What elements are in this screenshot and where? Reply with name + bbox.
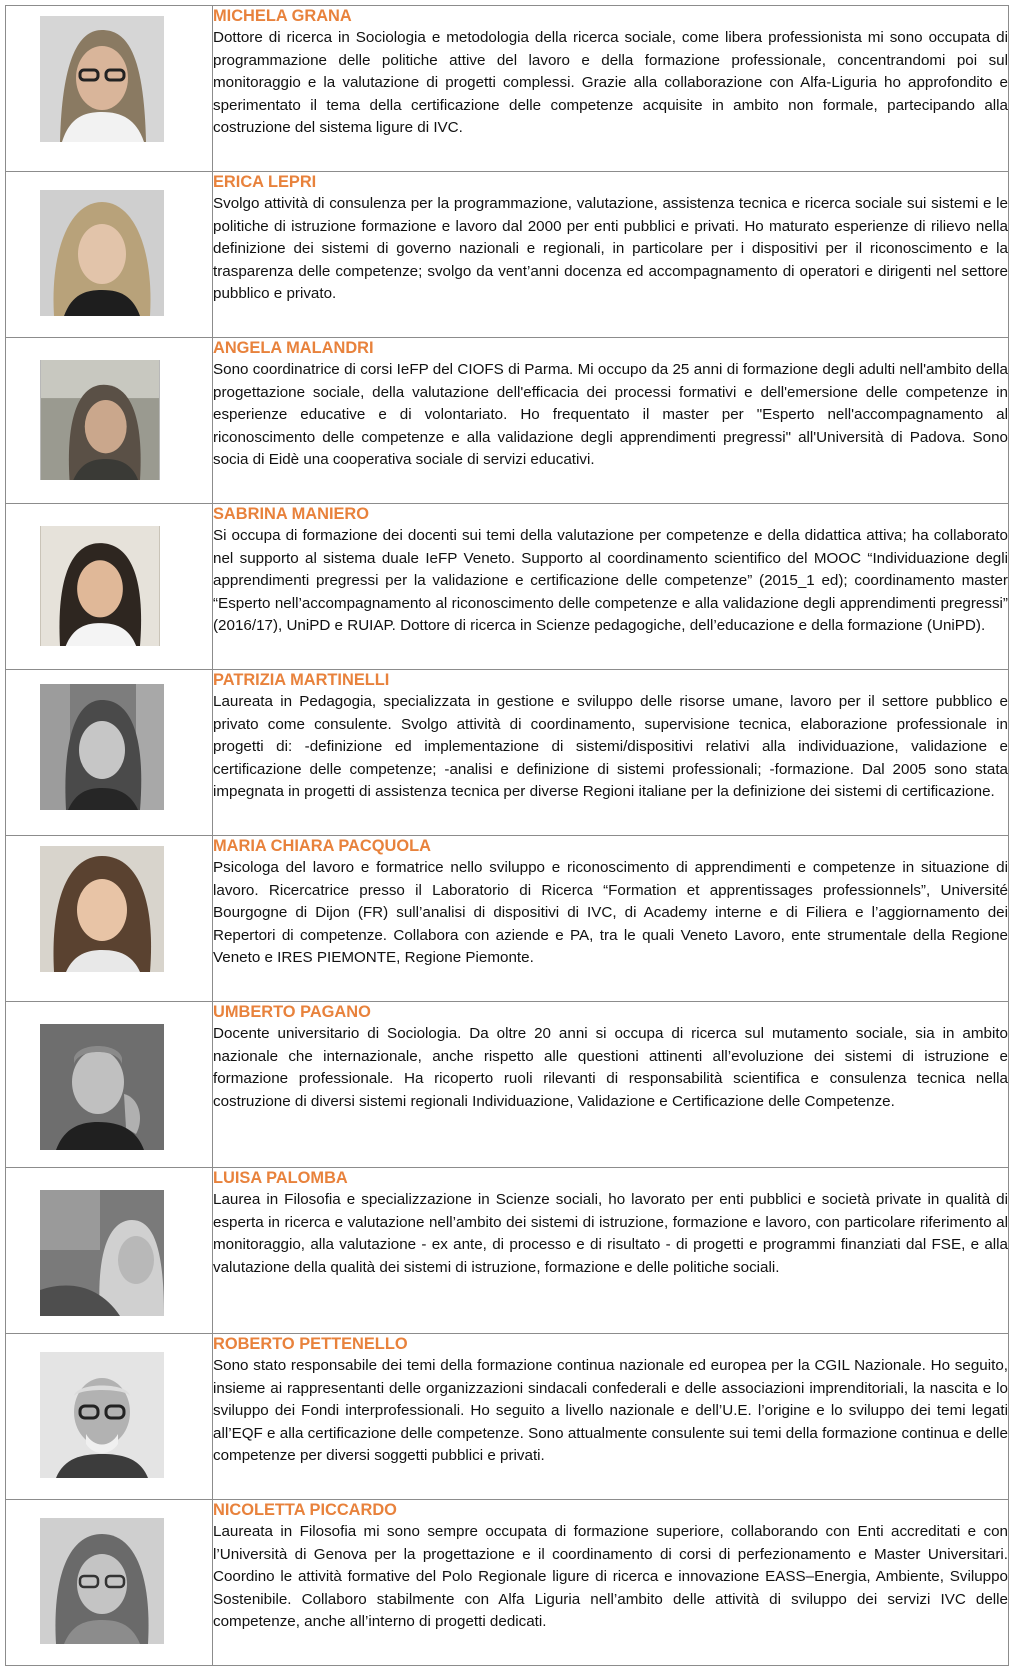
- person-bio: Laurea in Filosofia e specializzazione in Scienze sociali, ho lavorato per enti pubblici e società private in qualità di esperta in ricerca e valutazione nell’ambito dei sistemi di istruzione, formazione e lavoro, con particolare riferimento al monitoraggio, alla valutazione - ex ante, di processo e di risultato - di progetti e programmi finanziati dal FSE, e alla valutazione della qualità dei sistemi di istruzione, formazione e delle politiche sociali.: [213, 1191, 1008, 1276]
- bio-row: [6, 670, 1009, 836]
- portrait-photo: [40, 1190, 164, 1316]
- bio-row: [6, 836, 1009, 1002]
- person-name: ANGELA MALANDRI: [213, 339, 374, 357]
- bio-row: [6, 1002, 1009, 1168]
- portrait-photo: [40, 16, 164, 142]
- person-name: MICHELA GRANA: [213, 7, 352, 25]
- person-name: UMBERTO PAGANO: [213, 1003, 371, 1021]
- person-name: ERICA LEPRI: [213, 173, 317, 191]
- portrait-photo: [40, 1024, 164, 1150]
- person-name: ROBERTO PETTENELLO: [213, 1335, 408, 1353]
- person-bio: Laureata in Pedagogia, specializzata in gestione e sviluppo delle risorse umane, lavoro per il settore pubblico e privato come consulente. Svolgo attività di coordinamento, supervisione tecnica, elaborazione professionale in progetti di: -definizione ed implementazione di sistemi/dispositivi relativi alla individuazione, validazione e certificazione delle competenze; -analisi e definizione di sistemi professionali; -formazione. Dal 2005 sono stata impegnata in progetti di assistenza tecnica per diverse Regioni italiane per la definizione dei sistemi di certificazione.: [213, 693, 1008, 801]
- portrait-photo: [40, 360, 160, 480]
- portrait-photo: [40, 684, 164, 810]
- bio-row: [6, 338, 1009, 504]
- person-name: LUISA PALOMBA: [213, 1169, 348, 1187]
- person-bio: Laureata in Filosofia mi sono sempre occupata di formazione superiore, collaborando con Enti accreditati e con l’Università di Genova per la progettazione e il coordinamento di corsi di perfezionamento e Master Universitari. Coordino le attività formative del Polo Regionale ligure di ricerca e innovazione EASS–Energia, Ambiente, Sviluppo Sostenibile. Collaboro stabilmente con Alfa Liguria nell’ambito delle attività di sviluppo dei servizi IVC delle competenze, anche all’interno di progetti dedicati.: [213, 1523, 1008, 1631]
- bio-row: [6, 1334, 1009, 1500]
- portrait-photo: [40, 190, 164, 316]
- person-bio: Si occupa di formazione dei docenti sui temi della valutazione per competenze e della didattica attiva; ha collaborato nel supporto al sistema duale IeFP Veneto. Supporto al coordinamento scientifico del MOOC “Individuazione degli apprendimenti pregressi per la validazione e certificazione delle competenze” (2015_1 ed); coordinamento master “Esperto nell’accompagnamento al riconoscimento delle competenze e alla validazione degli apprendimenti pregressi” (2016/17), UniPD e RUIAP. Dottore di ricerca in Scienze pedagogiche, dell’educazione e della formazione (UniPD).: [213, 527, 1008, 635]
- portrait-photo: [40, 526, 160, 646]
- person-bio: Svolgo attività di consulenza per la programmazione, valutazione, assistenza tecnica e ricerca sociale sui sistemi e le politiche di istruzione formazione e lavoro dal 2000 per enti pubblici e privati. Ho maturato esperienze di rilievo nella definizione dei sistemi di governo nazionali e regionali, in particolare per i dispositivi per il riconoscimento e la trasparenza delle competenze; svolgo da vent’anni docenza ed accompagnamento di operatori e dirigenti nel settore pubblico e privato.: [213, 195, 1008, 303]
- person-bio: Psicologa del lavoro e formatrice nello sviluppo e riconoscimento di apprendimenti e competenze in situazione di lavoro. Ricercatrice presso il Laboratorio di Ricerca “Formation et apprentissages professionnels”, Université Bourgogne di Dijon (FR) sull’analisi di dispositivi di IVC, di Academy interne e di Filiera e l’aggiornamento dei Repertori di competenze. Collabora con aziende e PA, tra le quali Veneto Lavoro, ente strumentale della Regione Veneto e IRES PIEMONTE, Regione Piemonte.: [213, 859, 1008, 967]
- portrait-photo: [40, 846, 164, 972]
- bio-row: [6, 1168, 1009, 1334]
- person-name: PATRIZIA MARTINELLI: [213, 671, 390, 689]
- person-name: MARIA CHIARA PACQUOLA: [213, 837, 431, 855]
- bio-row: [6, 1500, 1009, 1666]
- bio-row: [6, 504, 1009, 670]
- portrait-photo: [40, 1518, 164, 1644]
- bio-row: [6, 172, 1009, 338]
- person-bio: Dottore di ricerca in Sociologia e metodologia della ricerca sociale, come libera professionista mi sono occupata di programmazione delle politiche attive del lavoro e della formazione professionale, concentrandomi poi sul monitoraggio e la valutazione di progetti complessi. Grazie alla collaborazione con Alfa-Liguria ho approfondito e sperimentato il tema della certificazione delle competenze acquisite in ambito non formale, partecipando alla costruzione del sistema ligure di IVC.: [213, 29, 1008, 137]
- person-bio: Sono stato responsabile dei temi della formazione continua nazionale ed europea per la CGIL Nazionale. Ho seguito, insieme ai rappresentanti delle organizzazioni sindacali confederali e delle associazioni imprenditoriali, la nascita e lo sviluppo dei Fondi interprofessionali. Ho seguito a livello nazionale e dell’U.E. l’origine e lo sviluppo dei temi legati all’EQF e alla certificazione delle competenze. Sono attualmente consulente sui temi della formazione continua e delle competenze per diversi soggetti pubblici e privati.: [213, 1357, 1008, 1465]
- person-bio: Docente universitario di Sociologia. Da oltre 20 anni si occupa di ricerca sul mutamento sociale, sia in ambito nazionale che internazionale, anche rispetto alle questioni attinenti all’evoluzione dei sistemi di istruzione e formazione professionale. Ha ricoperto ruoli rilevanti di responsabilità scientifica e consulenza tecnica nella costruzione di diversi sistemi regionali Individuazione, Validazione e Certificazione delle Competenze.: [213, 1025, 1008, 1110]
- person-name: NICOLETTA PICCARDO: [213, 1501, 397, 1519]
- biography-table: [5, 5, 1009, 1666]
- person-name: SABRINA MANIERO: [213, 505, 370, 523]
- bio-row: [6, 6, 1009, 172]
- person-bio: Sono coordinatrice di corsi IeFP del CIOFS di Parma. Mi occupo da 25 anni di formazione degli adulti nell'ambito della progettazione sociale, della valutazione dell'efficacia dei processi formativi e dell'emersione delle competenze in esperienze educative e di volontariato. Ho frequentato il master per "Esperto nell'accompagnamento al riconoscimento delle competenze e alla validazione degli apprendimenti pregressi" all'Università di Padova. Sono socia di Eidè una cooperativa sociale di servizi educativi.: [213, 361, 1008, 469]
- portrait-photo: [40, 1352, 164, 1478]
